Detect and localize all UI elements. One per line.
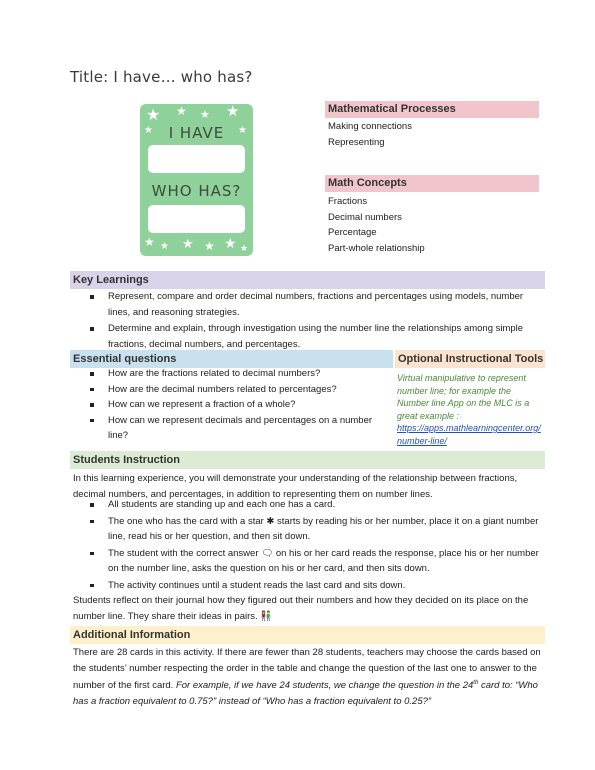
essential-questions-list (70, 366, 388, 444)
page-title: Title: I have… who has? (70, 68, 253, 86)
star-icon: ★ (182, 236, 194, 251)
instruction-reflection: Students reflect on their journal how they figured out their numbers and how they decided on its place on the number line. They share their ideas in pairs. 👫 (73, 595, 529, 622)
tools-description (397, 372, 542, 447)
essential-questions-heading: Essential questions (70, 350, 393, 368)
concept-item: Fractions (328, 196, 368, 207)
list-item: The activity continues until a student reads the last card and sits down. (70, 578, 540, 594)
star-icon: ★ (144, 235, 155, 249)
concept-item: Decimal numbers (328, 212, 402, 223)
list-item: Determine and explain, through investigation using the number line the relationships among simple fractions, decimal numbers, and percentages. (70, 321, 545, 352)
key-learnings-heading: Key Learnings (70, 271, 545, 289)
instruction-steps-list (70, 497, 540, 593)
star-icon: ★ (224, 235, 237, 251)
list-item: How are the decimal numbers related to percentages? (70, 382, 388, 398)
tools-heading: Optional Instructional Tools (395, 350, 545, 368)
i-have-who-has-card-image (140, 104, 253, 256)
concept-item: Part-whole relationship (328, 243, 425, 254)
card-bottom-text: WHO HAS? (151, 182, 242, 200)
list-item: How can we represent a fraction of a whole? (70, 397, 388, 413)
card-top-text: I HAVE (168, 124, 225, 142)
star-icon: ★ (160, 241, 169, 252)
star-icon: ★ (144, 125, 153, 136)
star-icon: ★ (240, 243, 249, 253)
star-icon: ★ (146, 107, 161, 124)
students-instruction-heading: Students Instruction (70, 451, 545, 469)
additional-info-heading: Additional Information (70, 626, 545, 644)
star-icon: ★ (204, 239, 215, 253)
process-item: Representing (328, 137, 385, 148)
ordinal-suffix: th (473, 680, 479, 686)
card-blank-box (148, 145, 245, 173)
star-icon: ★ (200, 109, 210, 121)
star-icon: ★ (176, 104, 187, 118)
concept-item: Percentage (328, 227, 377, 238)
list-item: The student with the correct answer 🗨 on his or her card reads the response, place his or her number on the number line, asks the question on his or her card, and then sits down. (70, 546, 540, 577)
list-item: The one who has the card with a star ✱ starts by reading his or her number, place it on a giant number line, read his or her question, and then sit down. (70, 514, 540, 545)
tools-text: Virtual manipulative to represent number line; for example the Number line App on the MLC is a great example : (397, 373, 530, 421)
number-line-app-link[interactable]: https://apps.mathlearningcenter.org/number-line/ (397, 423, 541, 446)
additional-info-example-end: card to: “Who has a fraction equivalent to 0.75?” instead of “Who has a fraction equivalent to 0.25?” (73, 680, 538, 707)
list-item: Represent, compare and order decimal numbers, fractions and percentages using models, number lines, and reasoning strategies. (70, 289, 545, 320)
additional-info-plain: There are 28 cards in this activity. If there are fewer than 28 students, teachers may choose the cards based on the students’ number respecting the order in the table and change the question of the last one to answer to the number of the first card. (73, 647, 541, 692)
list-item: How are the fractions related to decimal numbers? (70, 366, 388, 382)
concepts-heading: Math Concepts (325, 175, 539, 192)
additional-info-example: For example, if we have 24 students, we change the question in the 24 (175, 680, 474, 692)
instruction-intro: In this learning experience, you will demonstrate your understanding of the relationship between fractions, decimal numbers, and percentages, in addition to representing them on number lines. (73, 473, 518, 500)
process-item: Making connections (328, 121, 412, 132)
processes-heading: Mathematical Processes (325, 101, 539, 118)
card-blank-box (148, 205, 245, 233)
list-item: How can we represent decimals and percentages on a number line? (70, 413, 388, 444)
additional-info-text (73, 645, 545, 709)
star-icon: ★ (238, 125, 247, 136)
key-learnings-list (70, 289, 545, 352)
star-icon: ★ (226, 104, 240, 120)
list-item: All students are standing up and each one has a card. (70, 497, 540, 513)
